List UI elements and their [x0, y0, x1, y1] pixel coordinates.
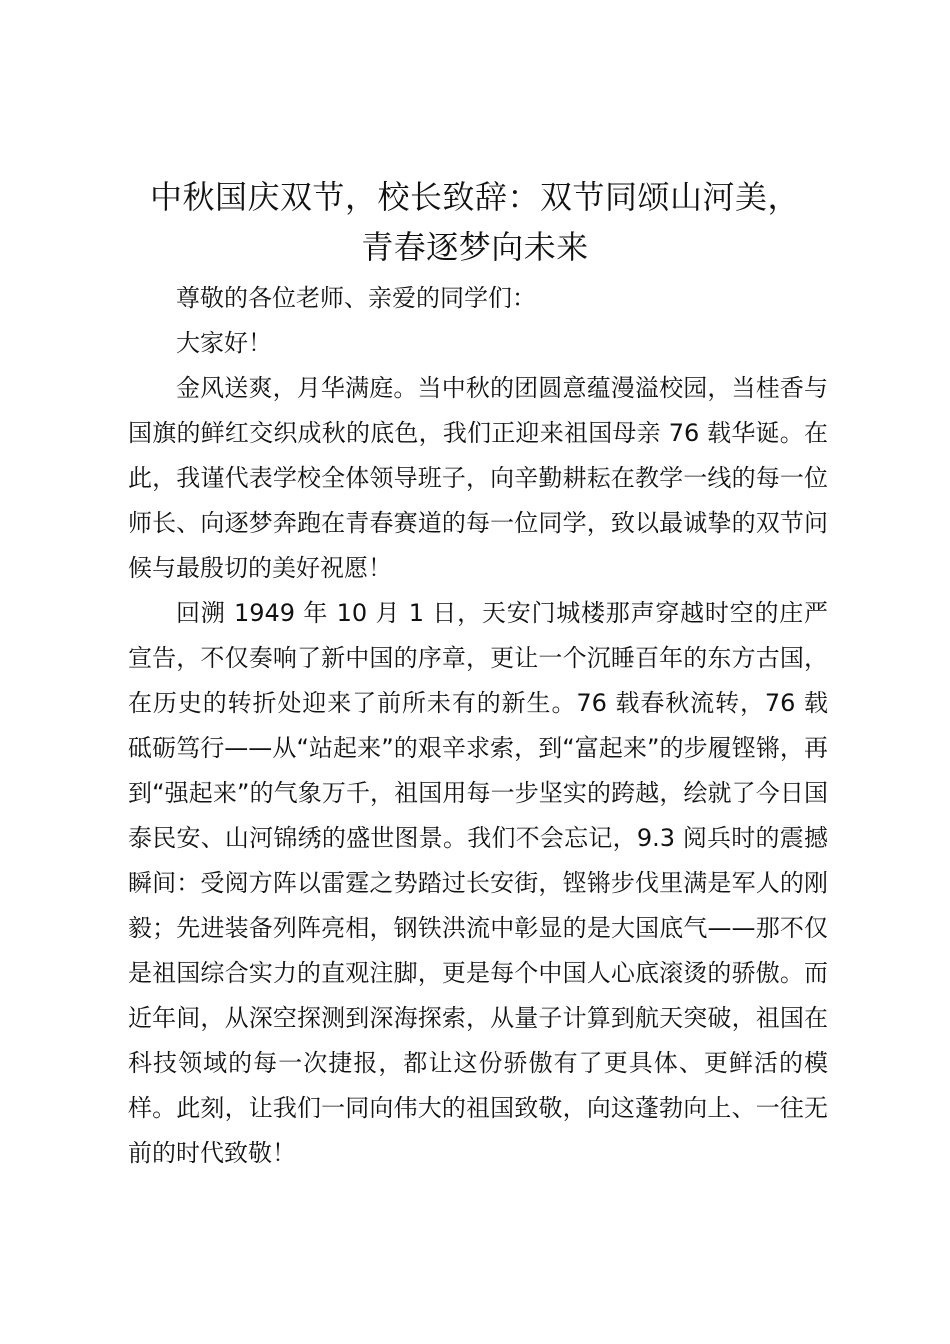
document-body	[128, 276, 828, 1176]
greeting: 大家好！	[176, 329, 272, 357]
title-line-2: 青春逐梦向未来	[361, 228, 589, 266]
paragraph-2: 回溯 1949 年 10 月 1 日，天安门城楼那声穿越时空的庄严宣告，不仅奏响了新中国的序章，更让一个沉睡百年的东方古国，在历史的转折处迎来了前所未有的新生。76 载春秋流转，76 载砥砺笃行——从“站起来”的艰辛求索，到“富起来”的步履铿锵，再到“强起来”的气象万千，祖国用每一步坚实的跨越，绘就了今日国泰民安、山河锦绣的盛世图景。我们不会忘记，9.3 阅兵时的震撼瞬间：受阅方阵以雷霆之势踏过长安街，铿锵步伐里满是军人的刚毅；先进装备列阵亮相，钢铁洪流中彰显的是大国底气——那不仅是祖国综合实力的直观注脚，更是每个中国人心底滚烫的骄傲。而近年间，从深空探测到深海探索，从量子计算到航天突破，祖国在科技领域的每一次捷报，都让这份骄傲有了更具体、更鲜活的模样。此刻，让我们一同向伟大的祖国致敬，向这蓬勃向上、一往无前的时代致敬！	[128, 599, 828, 1167]
paragraph-1: 金风送爽，月华满庭。当中秋的团圆意蕴漫溢校园，当桂香与国旗的鲜红交织成秋的底色，我们正迎来祖国母亲 76 载华诞。在此，我谨代表学校全体领导班子，向辛勤耕耘在教学一线的每一位师长、向逐梦奔跑在青春赛道的每一位同学，致以最诚挚的双节问候与最殷切的美好祝愿！	[128, 374, 828, 582]
title-line-1: 中秋国庆双节，校长致辞：双节同颂山河美，	[149, 178, 800, 216]
document-title	[100, 172, 850, 272]
salutation: 尊敬的各位老师、亲爱的同学们：	[176, 284, 536, 312]
